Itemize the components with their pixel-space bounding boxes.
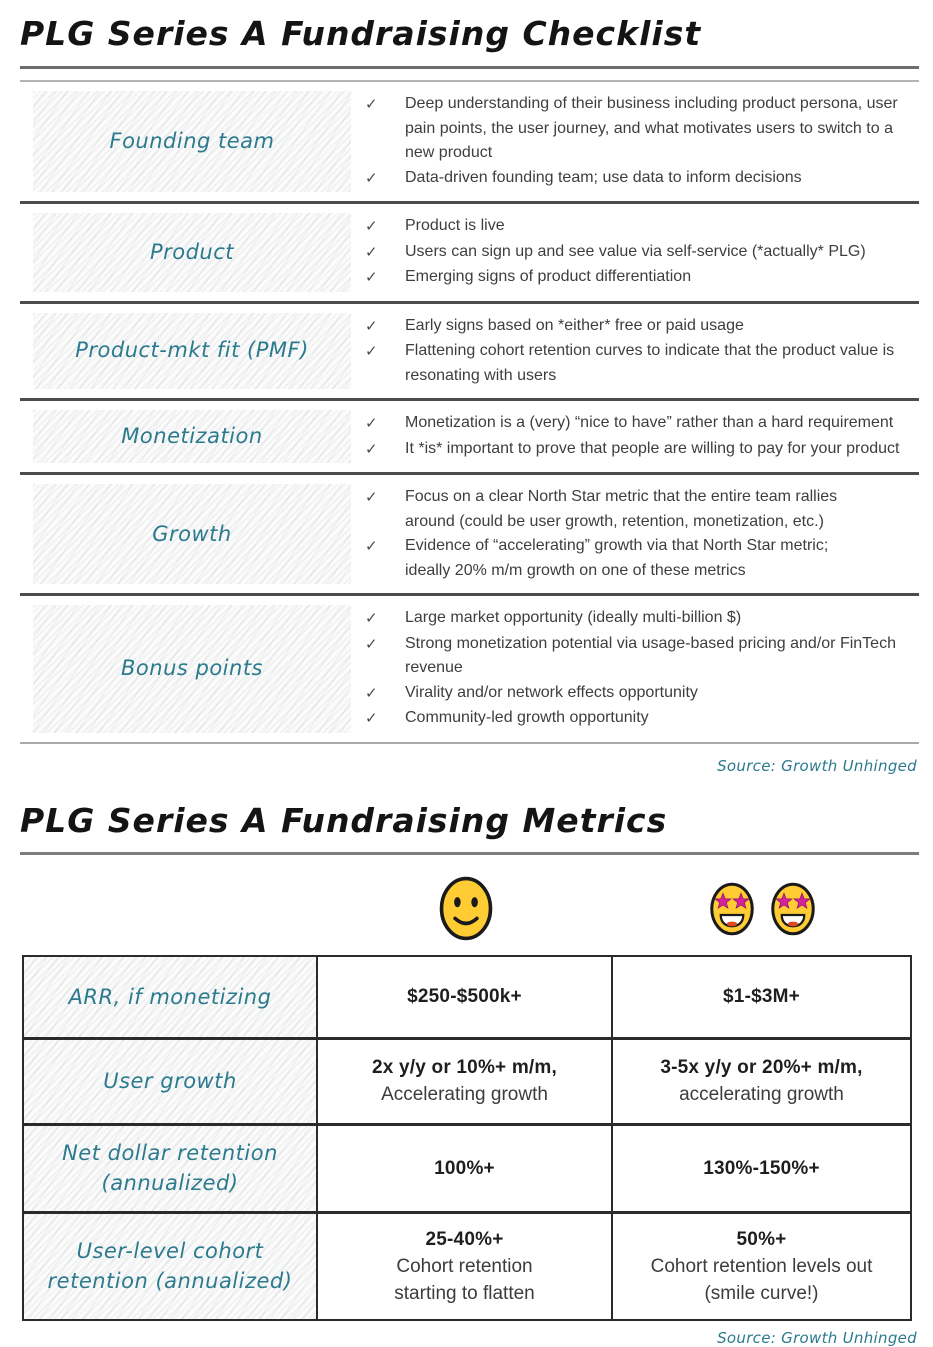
checklist-item-text: Emerging signs of product differentiation (405, 268, 692, 285)
checklist-table (20, 82, 919, 744)
checklist-item-text: It *is* important to prove that people are willing to pay for your product (405, 439, 900, 457)
metrics-header-row (22, 863, 919, 955)
checkmark-icon: ✓ (365, 538, 378, 555)
metric-label-cell (24, 1040, 318, 1123)
metric-label: User-level cohort retention (annualized) (47, 1239, 293, 1293)
star-struck-icon (708, 880, 756, 938)
checklist-row-founding-team (20, 82, 919, 204)
row-items (365, 211, 919, 294)
metric-great-value: 3-5x y/y or 20%+ m/m, (660, 1057, 863, 1078)
checklist-item (365, 706, 917, 732)
metric-great-value: 50%+ (736, 1228, 787, 1250)
row-label-cell (20, 603, 365, 735)
checkmark-icon: ✓ (365, 635, 378, 653)
metrics-table (22, 955, 912, 1321)
row-label: Product-mkt fit (PMF) (33, 313, 351, 390)
checklist-row-growth (20, 475, 919, 596)
checklist-row-product (20, 204, 919, 304)
checkmark-icon: ✓ (365, 440, 378, 458)
metrics-row-cohort-retention (24, 1214, 910, 1319)
checklist-item-text: Evidence of “accelerating” growth via that North Star metric; ideally 20% m/m growth on one of these metrics (405, 537, 829, 579)
row-label: Monetization (33, 410, 351, 463)
metric-label: User growth (103, 1069, 237, 1093)
metrics-title: PLG Series A Fundraising Metrics (20, 800, 668, 840)
metrics-source-credit: Source: Growth Unhinged (717, 1328, 917, 1347)
checklist-item (365, 214, 917, 240)
checklist-item-text: Virality and/or network effects opportunity (405, 683, 698, 701)
checklist-item (365, 92, 917, 166)
checklist-item (365, 240, 917, 266)
title-divider (20, 66, 919, 82)
metrics-row-ndr (24, 1126, 910, 1214)
checkmark-icon: ✓ (365, 317, 378, 335)
row-label-cell (20, 89, 365, 194)
metric-good-cell (318, 1040, 613, 1123)
metric-good-note: Accelerating growth (381, 1084, 548, 1105)
checkmark-icon: ✓ (365, 269, 378, 286)
checklist-item-text: Data-driven founding team; use data to inform decisions (405, 168, 802, 186)
row-label: Growth (33, 484, 351, 584)
checklist-item-text: Product is live (405, 217, 505, 234)
checkmark-icon: ✓ (365, 415, 378, 432)
row-items (365, 603, 919, 735)
checkmark-icon: ✓ (365, 489, 378, 506)
checklist-title: PLG Series A Fundraising Checklist (20, 14, 702, 53)
metric-label-cell (24, 1126, 318, 1211)
checklist-item-text: Flattening cohort retention curves to indicate that the product value is resonating with users (405, 342, 895, 384)
checklist-item (365, 265, 917, 291)
checklist-item (365, 166, 917, 192)
checkmark-icon: ✓ (365, 710, 378, 727)
metric-great-value: $1-$3M+ (723, 986, 800, 1007)
metric-good-cell (318, 957, 613, 1037)
checklist-item-text: Community-led growth opportunity (405, 709, 649, 726)
metric-great-cell (613, 957, 910, 1037)
row-label-cell (20, 482, 365, 586)
checkmark-icon: ✓ (365, 218, 378, 235)
checklist-item-text: Focus on a clear North Star metric that the entire team rallies around (could be user growth, retention, monetization, etc.) (405, 488, 838, 530)
metric-good-value: 100%+ (434, 1157, 495, 1179)
checklist-item (365, 534, 917, 583)
checklist-item (365, 606, 917, 632)
row-label: Bonus points (33, 605, 351, 733)
row-label-cell (20, 211, 365, 294)
metric-great-cell (613, 1214, 910, 1319)
checklist-row-monetization (20, 401, 919, 475)
metrics-title-divider (20, 852, 919, 855)
smiley-icon (437, 874, 495, 943)
checkmark-icon: ✓ (365, 610, 378, 627)
checkmark-icon: ✓ (365, 169, 378, 187)
row-label: Founding team (33, 91, 351, 192)
metric-good-cell (318, 1126, 613, 1211)
checkmark-icon: ✓ (365, 243, 378, 261)
metric-good-value: $250-$500k+ (407, 986, 522, 1007)
checklist-item (365, 437, 917, 463)
checklist-item-text: Users can sign up and see value via self-service (*actually* PLG) (405, 242, 866, 260)
metric-label: ARR, if monetizing (68, 984, 272, 1009)
checklist-item (365, 681, 917, 707)
checklist-item (365, 411, 917, 437)
checklist-item (365, 632, 917, 681)
divider-line-dark (20, 66, 919, 69)
checklist-item (365, 485, 917, 534)
metrics-header-great-cell (613, 880, 912, 938)
metric-label-cell (24, 1214, 318, 1319)
checklist-item (365, 314, 917, 340)
checklist-item-text: Strong monetization potential via usage-based pricing and/or FinTech revenue (405, 634, 896, 676)
checklist-item (365, 339, 917, 388)
checkmark-icon: ✓ (365, 684, 378, 702)
row-items (365, 89, 919, 194)
row-items (365, 311, 919, 392)
metric-good-value: 25-40%+ (425, 1228, 504, 1250)
checklist-item-text: Large market opportunity (ideally multi-billion $) (405, 609, 742, 626)
row-label-cell (20, 311, 365, 392)
metric-good-value: 2x y/y or 10%+ m/m, (372, 1057, 557, 1078)
checklist-source-credit: Source: Growth Unhinged (717, 756, 917, 775)
metric-great-note: accelerating growth (679, 1084, 844, 1105)
metric-great-cell (613, 1126, 910, 1211)
metric-good-cell (318, 1214, 613, 1319)
row-label: Product (33, 213, 351, 292)
metrics-header-good-cell (318, 874, 613, 943)
metric-great-note: Cohort retention levels out (smile curve!) (650, 1255, 873, 1304)
checklist-item-text: Early signs based on *either* free or paid usage (405, 316, 744, 334)
metric-label: Net dollar retention (annualized) (62, 1141, 278, 1195)
checklist-row-bonus-points (20, 596, 919, 744)
checklist-row-pmf (20, 304, 919, 402)
metric-good-note: Cohort retention starting to flatten (394, 1255, 535, 1304)
star-struck-icon (769, 880, 817, 938)
checklist-item-text: Monetization is a (very) “nice to have” rather than a hard requirement (405, 414, 894, 431)
metric-great-value: 130%-150%+ (703, 1157, 820, 1179)
checkmark-icon: ✓ (365, 343, 378, 360)
metric-label-cell (24, 957, 318, 1037)
row-items (365, 408, 919, 465)
row-items (365, 482, 919, 586)
metric-great-cell (613, 1040, 910, 1123)
row-label-cell (20, 408, 365, 465)
metrics-row-arr (24, 957, 910, 1040)
checklist-item-text: Deep understanding of their business including product persona, user pain points, the user journey, and what motivates users to switch to a new product (405, 95, 898, 161)
checkmark-icon: ✓ (365, 96, 378, 113)
metrics-row-user-growth (24, 1040, 910, 1126)
